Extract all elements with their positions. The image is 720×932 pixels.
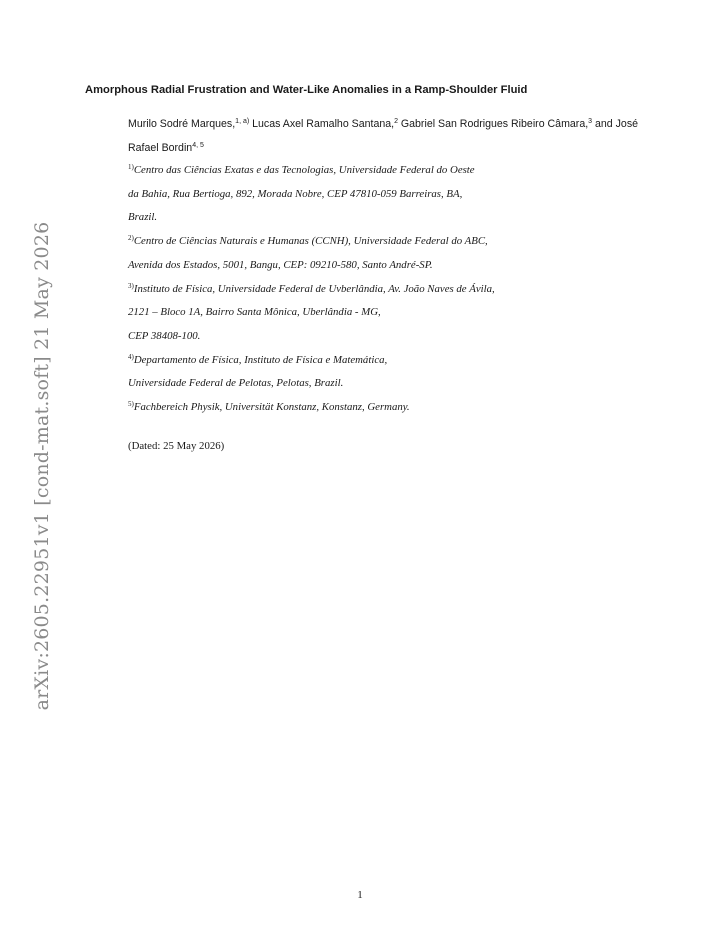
affiliation-line: Departamento de Física, Instituto de Física e Matemática, [133,353,388,366]
author-name: Murilo Sodré Marques, [128,118,236,130]
author-name: and José Rafael Bordin [128,118,639,154]
paper-title: Amorphous Radial Frustration and Water-Like Anomalies in a Ramp-Shoulder Fluid [85,84,528,96]
affiliation-mark: 3) [128,281,134,290]
affiliation-3 [128,278,648,349]
affiliation-line: CEP 38408-100. [128,329,201,342]
affiliation-mark: 5) [128,400,134,409]
affiliation-line: 2121 – Bloco 1A, Bairro Santa Mônica, Uberlândia - MG, [128,306,381,319]
affiliation-4 [128,349,648,396]
author-affiliation-mark: 4, 5 [192,142,204,149]
affiliation-line: Avenida dos Estados, 5001, Bangu, CEP: 09210-580, Santo André-SP. [128,258,433,271]
page-number: 1 [357,889,363,901]
affiliation-2 [128,230,648,277]
affiliation-5 [128,396,648,420]
author-list [128,112,648,160]
arxiv-identifier: arXiv:2605.22951v1 [cond-mat.soft] 21 May 2026 [31,221,53,711]
affiliation-line: Brazil. [128,211,158,224]
affiliation-line: Centro de Ciências Naturais e Humanas (CCNH), Universidade Federal do ABC, [133,235,488,248]
affiliation-line: Universidade Federal de Pelotas, Pelotas, Brazil. [128,377,344,390]
date-line: (Dated: 25 May 2026) [128,440,225,452]
author-name: Gabriel San Rodrigues Ribeiro Câmara, [397,118,589,130]
affiliation-mark: 2) [128,234,134,243]
author-affiliation-mark: 3 [588,118,593,125]
author-name: Lucas Axel Ramalho Santana, [249,118,395,130]
affiliation-line: Instituto de Física, Universidade Federal de Uvberlândia, Av. João Naves de Ávila, [133,282,495,295]
affiliation-mark: 4) [128,352,134,361]
affiliation-line: da Bahia, Rua Bertioga, 892, Morada Nobre, CEP 47810-059 Barreiras, BA, [128,187,463,200]
author-affiliation-mark: 1, a) [235,118,250,125]
affiliation-list [128,159,648,420]
affiliation-1 [128,159,648,230]
affiliation-line: Centro das Ciências Exatas e das Tecnologias, Universidade Federal do Oeste [133,164,475,176]
affiliation-mark: 1) [128,163,134,171]
affiliation-line: Fachbereich Physik, Universität Konstanz, Konstanz, Germany. [133,401,410,414]
author-affiliation-mark: 2 [394,118,398,125]
